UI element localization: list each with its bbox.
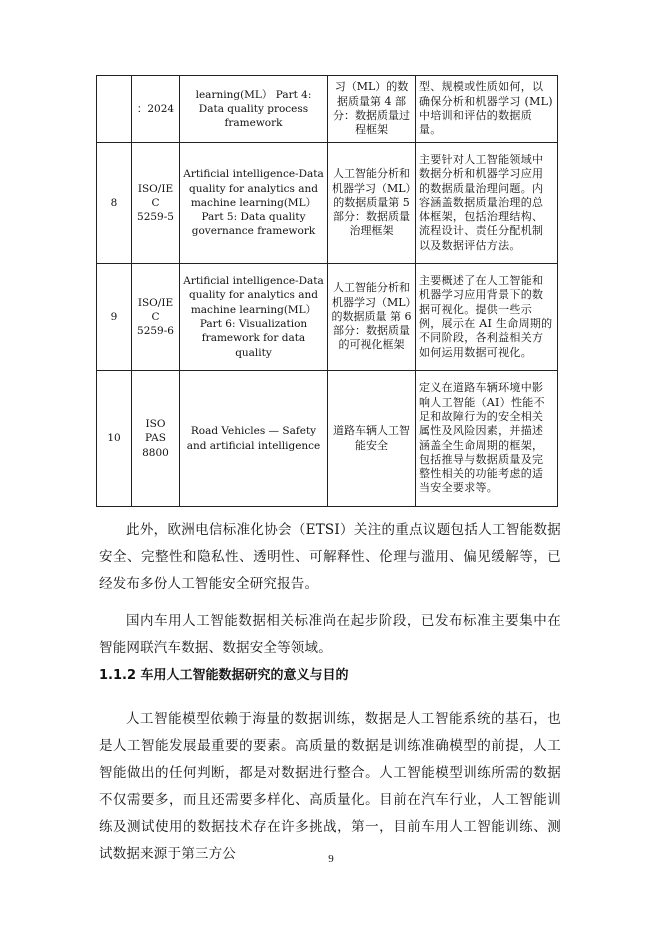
body-text-block-2 [99, 706, 561, 868]
standard-name-cn: 人工智能分析和机器学习（ML）的数据质量 第 6 部分：数据质量的可视化框架 [328, 264, 416, 371]
standard-code: ISO/IEC 5259-6 [132, 264, 180, 371]
standard-name-cn: 道路车辆人工智能安全 [328, 371, 416, 507]
paragraph-significance: 人工智能模型依赖于海量的数据训练，数据是人工智能系统的基石，也是人工智能发展最重要的要素。高质量的数据是训练准确模型的前提，人工智能做出的任何判断，都是对数据进行整合。人工智能模型训练所需的数据不仅需要多，而且还需要多样化、高质量化。目前在汽车行业，人工智能训练及测试使用的数据技术存在许多挑战，第一，目前车用人工智能训练、测试数据来源于第三方公 [99, 711, 561, 862]
standard-description: 主要概述了在人工智能和机器学习应用背景下的数据可视化。提供一些示例，展示在 AI 生命周期的不同阶段，各利益相关方如何运用数据可视化。 [416, 264, 558, 371]
paragraph-etsi: 此外，欧洲电信标准化协会（ETSI）关注的重点议题包括人工智能数据安全、完整性和隐私性、透明性、可解释性、伦理与滥用、偏见缓解等，已经发布多份人工智能安全研究报告。 [99, 522, 561, 592]
standard-description: 主要针对人工智能领域中数据分析和机器学习应用的数据质量治理问题。内容涵盖数据质量治理的总体框架，包括治理结构、流程设计、责任分配机制以及数据评估方法。 [416, 143, 558, 264]
body-text-block [99, 517, 561, 662]
standard-description: 定义在道路车辆环境中影响人工智能（AI）性能不足和故障行为的安全相关属性及风险因素，并描述涵盖全生命周期的框架，包括推导与数据质量及完整性相关的功能考虑的适当安全要求等。 [416, 371, 558, 507]
standard-title-en: Artificial intelligence-Data quality for analytics and machine learning(ML） Part 6: Visualization framework for data quality [180, 264, 328, 371]
standard-code: ：2024 [132, 76, 180, 143]
standard-title-en: learning(ML） Part 4: Data quality process framework [180, 76, 328, 143]
row-number: 8 [97, 143, 132, 264]
page-number: 9 [328, 853, 334, 865]
row-number: 9 [97, 264, 132, 371]
table-row [97, 76, 558, 143]
standard-title-en: Road Vehicles — Safety and artificial intelligence [180, 371, 328, 507]
table-row [97, 143, 558, 264]
row-number: 10 [97, 371, 132, 507]
standard-code: ISO PAS 8800 [132, 371, 180, 507]
standard-name-cn: 习（ML）的数据质量第 4 部分：数据质量过程框架 [328, 76, 416, 143]
paragraph-domestic: 国内车用人工智能数据相关标准尚在起步阶段，已发布标准主要集中在智能网联汽车数据、数据安全等领域。 [99, 613, 561, 656]
table-row [97, 264, 558, 371]
standard-code: ISO/IEC 5259-5 [132, 143, 180, 264]
standard-name-cn: 人工智能分析和机器学习（ML）的数据质量第 5 部分：数据质量治理框架 [328, 143, 416, 264]
table-row [97, 371, 558, 507]
row-number [97, 76, 132, 143]
standard-description: 型、规模或性质如何，以确保分析和机器学习 (ML)中培训和评估的数据质量。 [416, 76, 558, 143]
standard-title-en: Artificial intelligence-Data quality for analytics and machine learning(ML） Part 5: Data quality governance framework [180, 143, 328, 264]
standards-table [96, 75, 558, 507]
section-heading: 1.1.2 车用人工智能数据研究的意义与目的 [99, 668, 349, 683]
